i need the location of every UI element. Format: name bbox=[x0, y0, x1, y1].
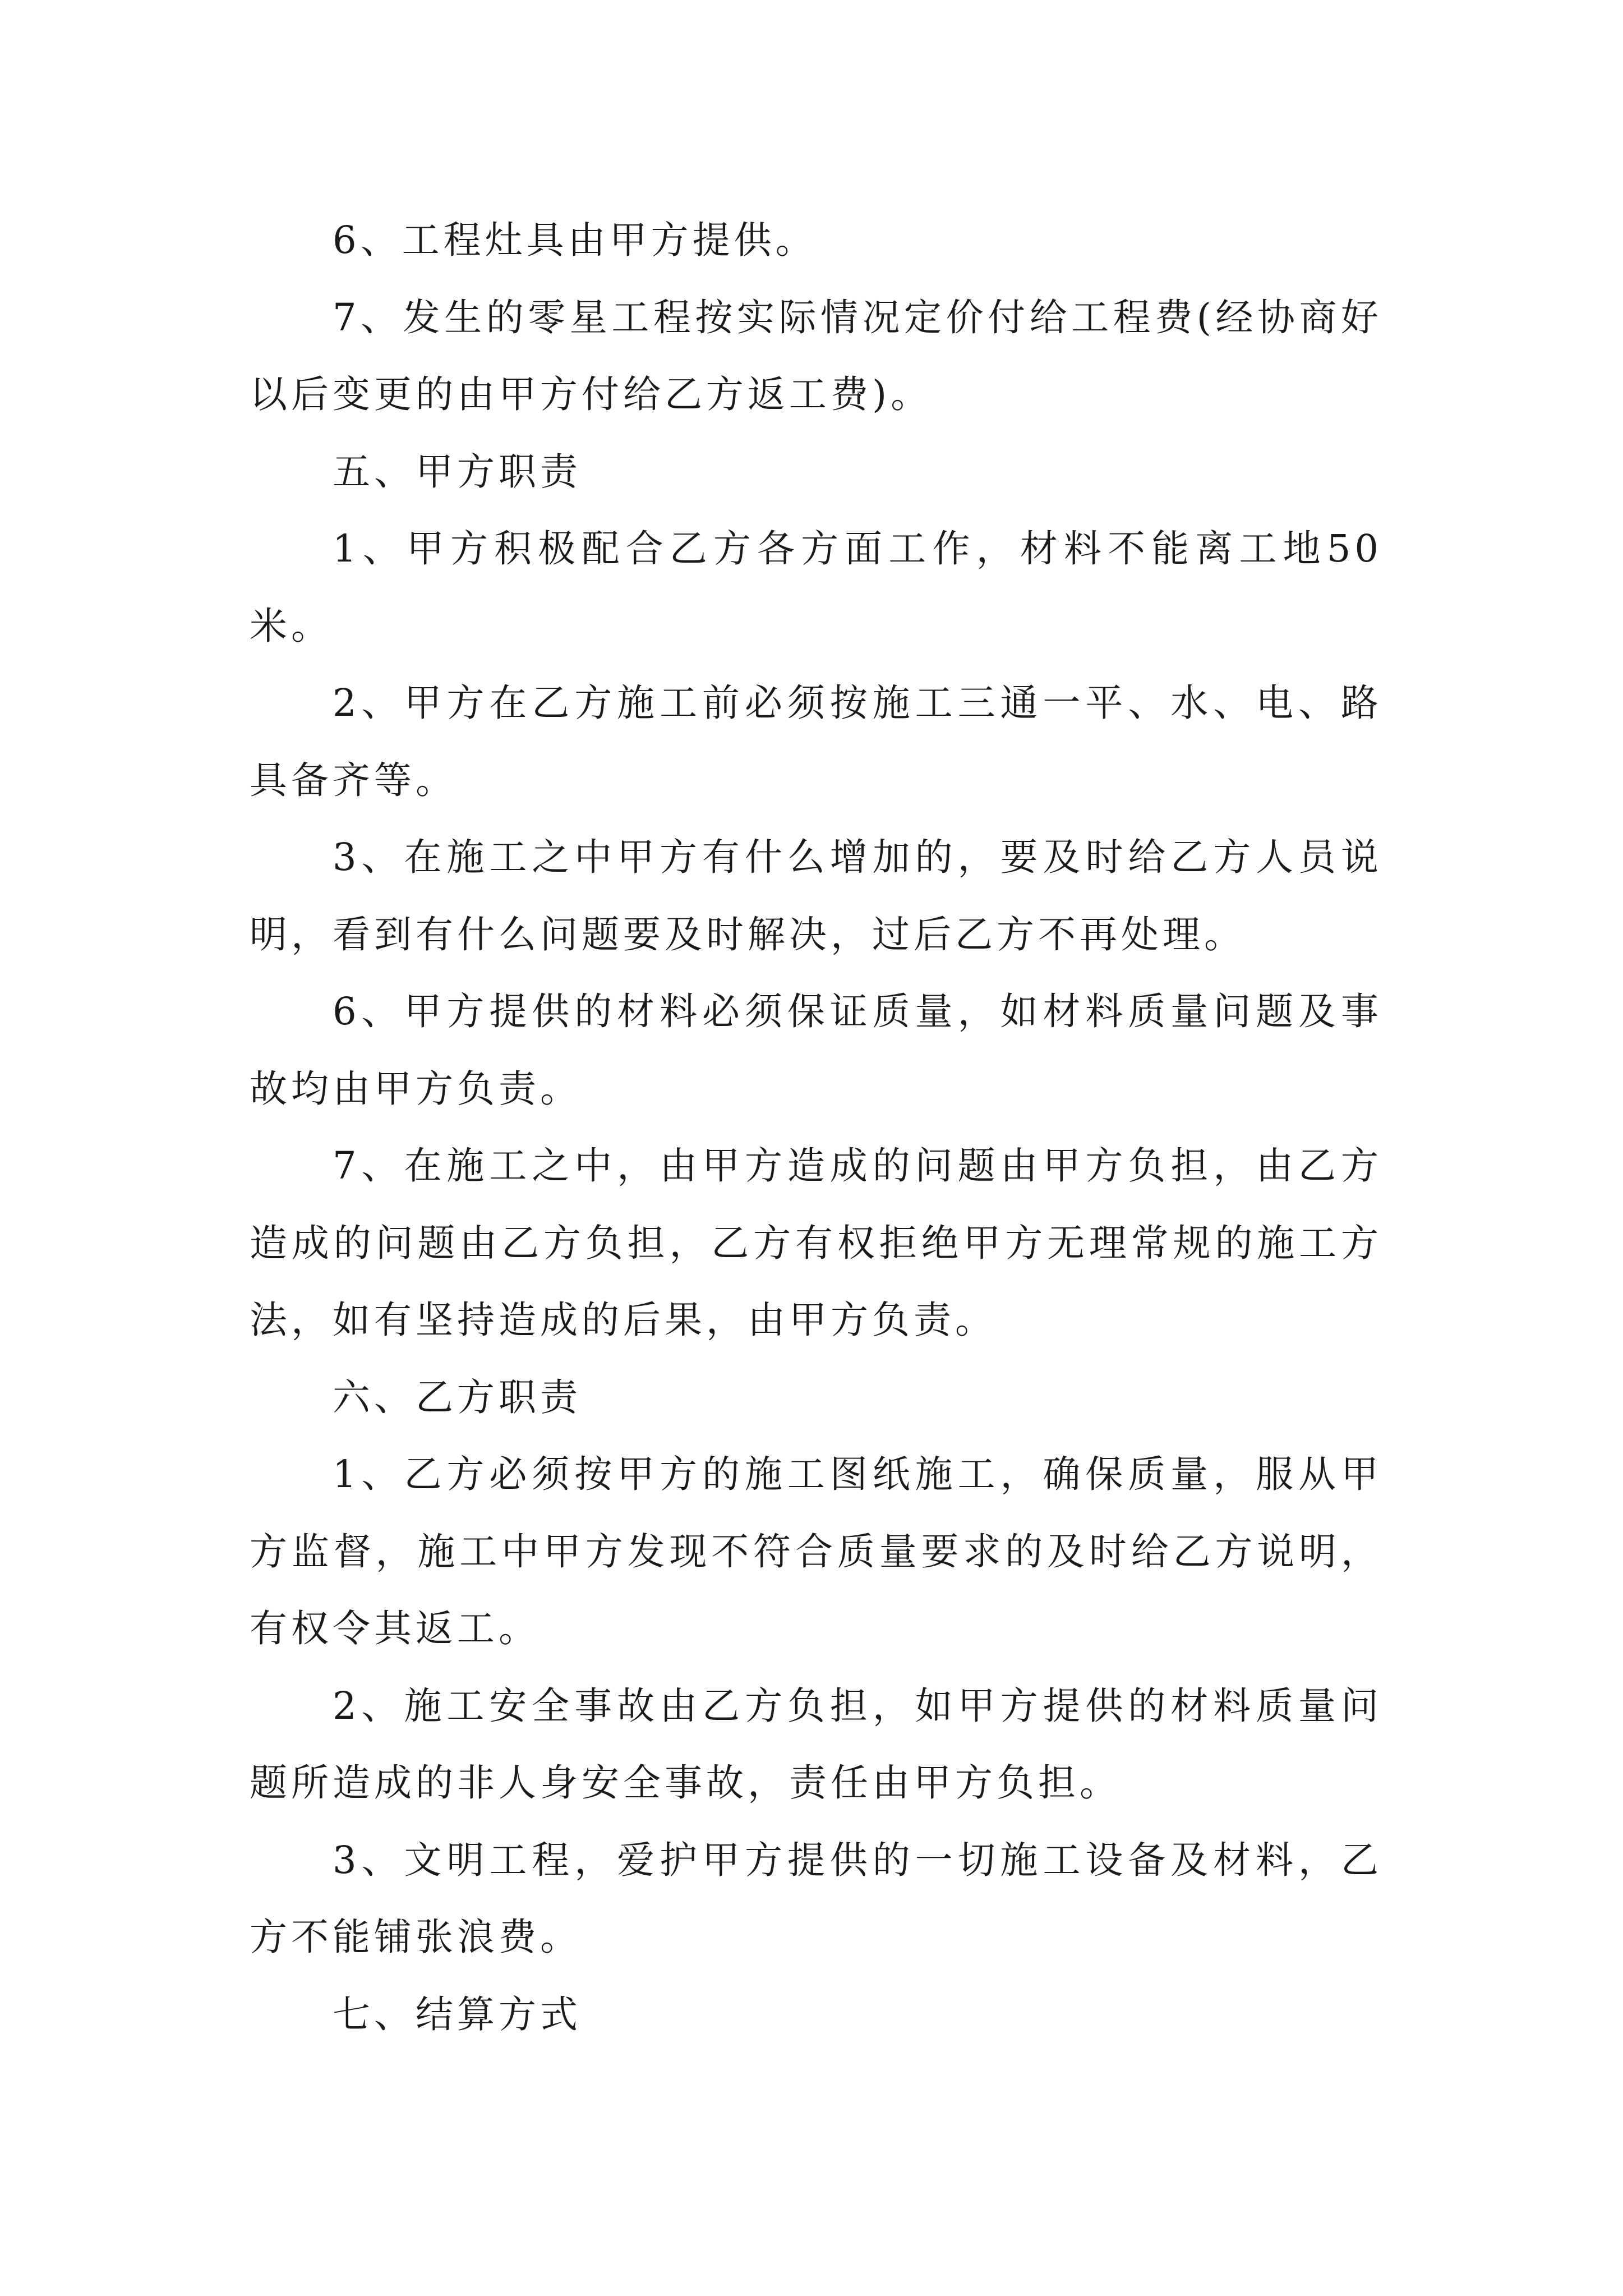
section-heading-settlement: 七、结算方式 bbox=[333, 1992, 582, 2036]
paragraph-party-a-1: 1、甲方积极配合乙方各方面工作，材料不能离工地50米。 bbox=[250, 527, 1382, 648]
paragraph-item-7-extra-work: 7、发生的零星工程按实际情况定价付给工程费(经协商好以后变更的由甲方付给乙方返工费)。 bbox=[250, 295, 1382, 416]
section-heading-party-a-duties: 五、甲方职责 bbox=[333, 449, 582, 494]
paragraph-party-a-7: 7、在施工之中，由甲方造成的问题由甲方负担，由乙方造成的问题由乙方负担，乙方有权拒绝甲方无理常规的施工方法，如有坚持造成的后果，由甲方负责。 bbox=[250, 1144, 1382, 1342]
paragraph-item-6-stove: 6、工程灶具由甲方提供。 bbox=[333, 218, 817, 262]
paragraph-party-a-6: 6、甲方提供的材料必须保证质量，如材料质量问题及事故均由甲方负责。 bbox=[250, 990, 1382, 1111]
paragraph-party-a-2: 2、甲方在乙方施工前必须按施工三通一平、水、电、路具备齐等。 bbox=[250, 681, 1382, 802]
paragraph-party-b-1: 1、乙方必须按甲方的施工图纸施工，确保质量，服从甲方监督，施工中甲方发现不符合质量要求的及时给乙方说明，有权令其返工。 bbox=[250, 1452, 1382, 1650]
paragraph-party-b-2: 2、施工安全事故由乙方负担，如甲方提供的材料质量问题所造成的非人身安全事故，责任由甲方负担。 bbox=[250, 1683, 1382, 1805]
section-heading-party-b-duties: 六、乙方职责 bbox=[333, 1375, 582, 1419]
document-body bbox=[250, 202, 1382, 2053]
paragraph-party-a-3: 3、在施工之中甲方有什么增加的，要及时给乙方人员说明，看到有什么问题要及时解决，过后乙方不再处理。 bbox=[250, 835, 1382, 956]
paragraph-party-b-3: 3、文明工程，爱护甲方提供的一切施工设备及材料，乙方不能铺张浪费。 bbox=[250, 1838, 1382, 1959]
